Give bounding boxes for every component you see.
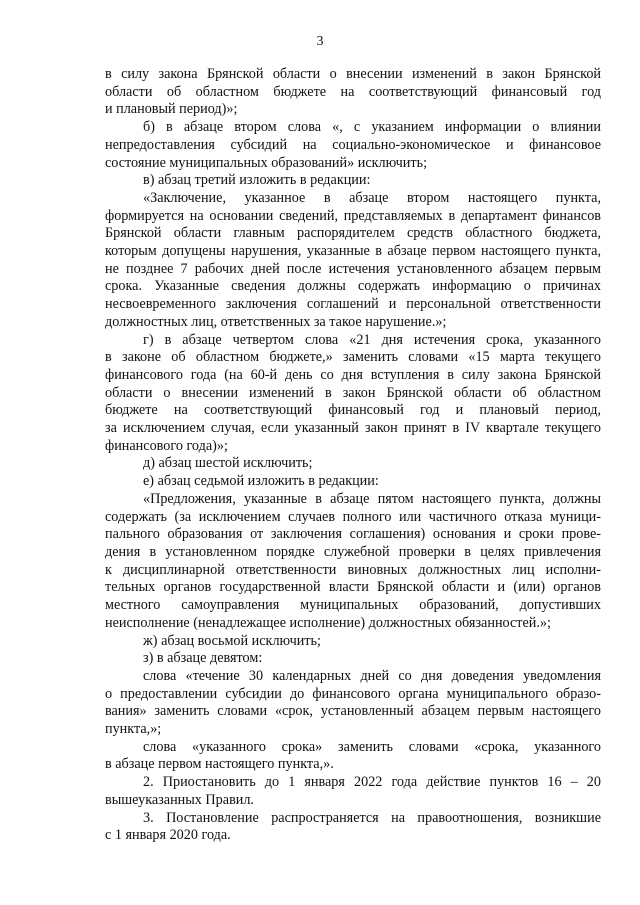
text-line: е) абзац седьмой изложить в редакции: xyxy=(143,473,379,490)
text-line: финансового года (на 60-й день со дня вступления в силу закона Брянской xyxy=(105,366,601,383)
text-line: г) в абзаце четвертом слова «21 дня истечения срока, указанного xyxy=(143,331,601,348)
text-line: непредоставления субсидий на социально-экономическое и финансовое xyxy=(105,136,601,153)
text-line: в) абзац третий изложить в редакции: xyxy=(143,172,371,189)
text-line: тельных органов государственной власти Брянской области и (или) органов xyxy=(105,579,601,596)
text-line: пункта,»; xyxy=(105,721,162,738)
text-line: пального образования от заключения соглашения) основания и сроки прове- xyxy=(105,526,601,543)
text-line: б) в абзаце втором слова «, с указанием информации о влиянии xyxy=(143,119,601,136)
text-line: «Заключение, указанное в абзаце втором настоящего пункта, xyxy=(143,189,601,206)
text-line: дения в установленном порядке служебной проверки в целях привлечения xyxy=(105,543,601,560)
text-line: неисполнение (ненадлежащее исполнение) должностных обязанностей.»; xyxy=(105,614,551,631)
text-line: вания» заменить словами «срок, установленный абзацем первым настоящего xyxy=(105,703,601,720)
text-line: слова «течение 30 календарных дней со дня доведения уведомления xyxy=(143,667,601,684)
text-line: финансового года)»; xyxy=(105,437,228,454)
text-line: д) абзац шестой исключить; xyxy=(143,455,313,472)
text-line: местного самоуправления муниципальных образований, допустивших xyxy=(105,597,601,614)
text-line: в законе об областном бюджете,» заменить словами «15 марта текущего xyxy=(105,349,601,366)
text-line: которым допущены нарушения, указанные в абзаце первом настоящего пункта, xyxy=(105,243,601,260)
text-line: срока. Указанные сведения должны содержать информацию о причинах xyxy=(105,278,601,295)
text-line: вышеуказанных Правил. xyxy=(105,791,254,808)
text-line: за исключением случая, если указанный закон принят в IV квартале текущего xyxy=(105,420,601,437)
text-line: бюджете на соответствующий финансовый год и плановый период, xyxy=(105,402,601,419)
text-line: в абзаце первом настоящего пункта,». xyxy=(105,756,334,773)
text-line: должностных лиц, ответственных за такое нарушение.»; xyxy=(105,313,447,330)
text-line: несвоевременного заключения соглашений и персональной ответственности xyxy=(105,296,601,313)
text-line: состояние муниципальных образований» исключить; xyxy=(105,154,428,171)
text-line: з) в абзаце девятом: xyxy=(143,650,263,667)
text-line: ж) абзац восьмой исключить; xyxy=(143,632,321,649)
text-line: и плановый период)»; xyxy=(105,101,238,118)
text-line: содержать (за исключением случаев полного или частичного отказа муници- xyxy=(105,508,601,525)
text-line: Брянской области главным распорядителем средств областного бюджета, xyxy=(105,225,601,242)
text-line: формируется на основании сведений, представляемых в департамент финансов xyxy=(105,207,601,224)
text-line: 2. Приостановить до 1 января 2022 года действие пунктов 16 – 20 xyxy=(143,774,601,791)
document-body xyxy=(105,66,601,845)
text-line: с 1 января 2020 года. xyxy=(105,827,231,844)
text-line: в силу закона Брянской области о внесении изменений в закон Брянской xyxy=(105,66,601,82)
text-line: «Предложения, указанные в абзаце пятом настоящего пункта, должны xyxy=(143,490,601,507)
text-line: к дисциплинарной ответственности виновных должностных лиц исполни- xyxy=(105,561,601,578)
text-line: о предоставлении субсидии до финансового органа муниципального образо- xyxy=(105,685,601,702)
page-number: 3 xyxy=(316,34,324,49)
text-line: области об областном бюджете на соответствующий финансовый год xyxy=(105,83,601,100)
text-line: 3. Постановление распространяется на правоотношения, возникшие xyxy=(143,809,601,826)
text-line: не позднее 7 рабочих дней после истечения установленного абзацем первым xyxy=(105,260,601,277)
text-line: слова «указанного срока» заменить словами «срока, указанного xyxy=(143,738,601,755)
text-line: области о внесении изменений в закон Брянской области об областном xyxy=(105,384,601,401)
